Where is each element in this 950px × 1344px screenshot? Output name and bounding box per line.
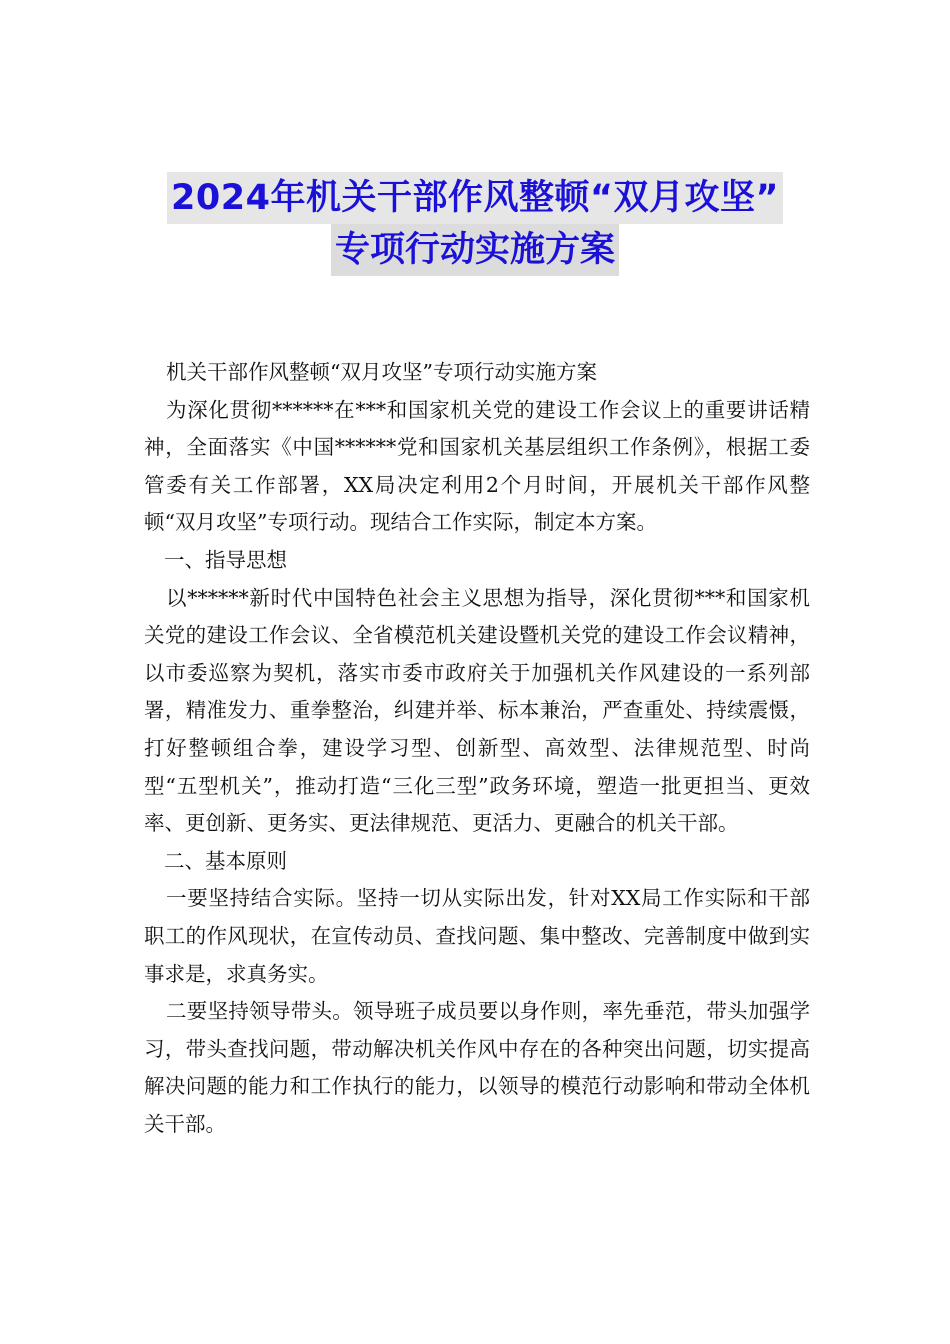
title-line-2: 专项行动实施方案 — [331, 224, 619, 276]
paragraph: 为深化贯彻******在***和国家机关党的建设工作会议上的重要讲话精神，全面落实《中国******党和国家机关基层组织工作条例》，根据工委管委有关工作部署，XX局决定利用2个月时间，开展机关干部作风整顿“双月攻坚”专项行动。现结合工作实际，制定本方案。 — [144, 397, 810, 535]
paragraph: 一要坚持结合实际。坚持一切从实际出发，针对XX局工作实际和干部职工的作风现状，在宣传动员、查找问题、集中整改、完善制度中做到实事求是，求真务实。 — [144, 886, 810, 986]
section-heading: 一、指导思想 — [164, 547, 287, 572]
document-title — [0, 172, 950, 276]
paragraph: 二要坚持领导带头。领导班子成员要以身作则，率先垂范，带头加强学习，带头查找问题，带动解决机关作风中存在的各种突出问题，切实提高解决问题的能力和工作执行的能力，以领导的模范行动影响和带动全体机关干部。 — [144, 999, 810, 1136]
section-heading: 二、基本原则 — [164, 848, 287, 873]
title-line-1: 2024年机关干部作风整顿“双月攻坚” — [167, 172, 783, 224]
subtitle-heading: 机关干部作风整顿“双月攻坚”专项行动实施方案 — [166, 360, 597, 384]
document-body — [144, 354, 810, 1143]
paragraph: 以******新时代中国特色社会主义思想为指导，深化贯彻***和国家机关党的建设工作会议、全省模范机关建设暨机关党的建设工作会议精神，以市委巡察为契机，落实市委市政府关于加强机关作风建设的一系列部署，精准发力、重拳整治，纠建并举、标本兼治，严查重处、持续震慑，打好整顿组合拳，建设学习型、创新型、高效型、法律规范型、时尚型“五型机关”，推动打造“三化三型”政务环境，塑造一批更担当、更效率、更创新、更务实、更法律规范、更活力、更融合的机关干部。 — [144, 585, 810, 836]
